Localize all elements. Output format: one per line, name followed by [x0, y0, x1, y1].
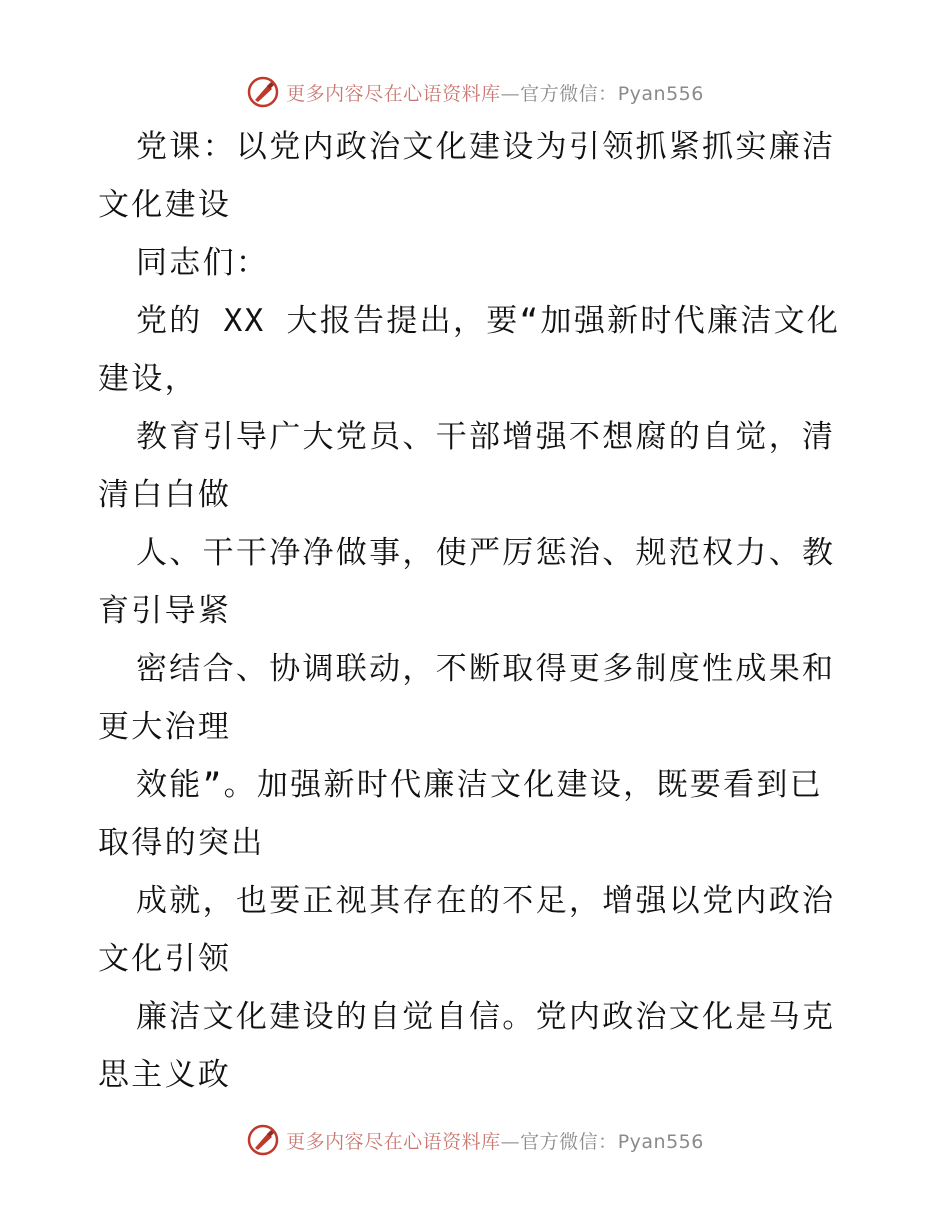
watermark-site-text: 更多内容尽在心语资料库 — [286, 82, 501, 105]
watermark-text — [286, 79, 704, 106]
watermark-wechat-id: Pyan556 — [617, 1130, 704, 1153]
doc-salutation: 同志们： — [136, 245, 270, 281]
watermark-dash: — — [500, 1130, 521, 1153]
doc-title-line-2: 文化建设 — [98, 187, 232, 223]
watermark-wechat-label: 官方微信： — [520, 1130, 618, 1153]
doc-line: 效能”。加强新时代廉洁文化建设，既要看到已 — [136, 767, 823, 803]
pen-nib-circle-icon — [246, 75, 280, 109]
watermark-wechat-id: Pyan556 — [617, 82, 704, 105]
doc-line: 密结合、协调联动，不断取得更多制度性成果和 — [136, 651, 836, 687]
doc-line: 更大治理 — [98, 709, 232, 745]
watermark-text — [286, 1127, 704, 1154]
doc-line: 廉洁文化建设的自觉自信。党内政治文化是马克 — [136, 999, 836, 1035]
doc-line: 人、干干净净做事，使严厉惩治、规范权力、教 — [136, 535, 836, 571]
doc-line: 建设， — [98, 361, 198, 397]
watermark-site-text: 更多内容尽在心语资料库 — [286, 1130, 501, 1153]
doc-line: 教育引导广大党员、干部增强不想腐的自觉，清 — [136, 419, 836, 455]
doc-line: 取得的突出 — [98, 825, 265, 861]
watermark-header — [0, 72, 950, 112]
doc-title-line-1: 党课：以党内政治文化建设为引领抓紧抓实廉洁 — [136, 129, 836, 165]
doc-line: 成就，也要正视其存在的不足，增强以党内政治 — [136, 883, 836, 919]
watermark-wechat-label: 官方微信： — [520, 82, 618, 105]
doc-line: 党的 XX 大报告提出，要“加强新时代廉洁文化 — [136, 303, 841, 339]
doc-line: 清白白做 — [98, 477, 232, 513]
watermark-dash: — — [500, 82, 521, 105]
doc-line: 育引导紧 — [98, 593, 232, 629]
doc-line: 文化引领 — [98, 941, 232, 977]
pen-nib-circle-icon — [246, 1123, 280, 1157]
watermark-footer — [0, 1120, 950, 1160]
doc-line: 思主义政 — [98, 1057, 232, 1093]
